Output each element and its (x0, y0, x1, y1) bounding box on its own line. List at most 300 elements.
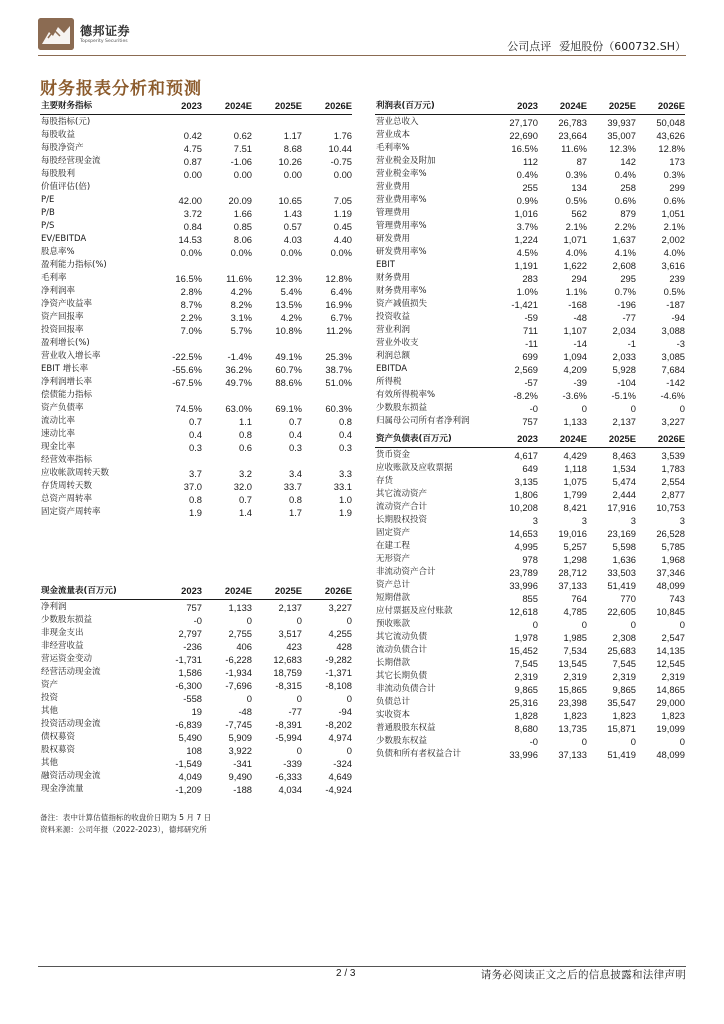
cell-value: 3,922 (228, 745, 252, 756)
cell-value: 8.7% (180, 299, 202, 310)
row-label: 股权募资 (41, 745, 76, 755)
cell-value: 10.44 (328, 143, 352, 154)
cell-value: 1,968 (661, 554, 685, 565)
cell-value (302, 454, 352, 467)
row-label: 每股指标(元) (41, 117, 91, 127)
cell-value: 0 (630, 619, 636, 630)
year-header: 2026E (302, 583, 352, 600)
row-label: 营业成本 (376, 130, 411, 140)
row-label: 投资回报率 (41, 325, 84, 335)
table-row (375, 475, 685, 488)
cell-value: -77 (622, 312, 636, 323)
cell-value: 1,799 (563, 489, 587, 500)
row-label: 每股经营现金流 (41, 156, 101, 166)
table-row (375, 709, 685, 722)
cell-value: 699 (522, 351, 538, 362)
row-label: P/B (41, 208, 55, 218)
cell-value: 3,517 (278, 628, 302, 639)
cell-value: 20.09 (228, 195, 252, 206)
cell-value: 142 (620, 156, 636, 167)
table-header-row (375, 431, 685, 448)
table-row (40, 480, 352, 493)
row-label: P/S (41, 221, 55, 231)
table-title: 现金流量表(百万元) (40, 583, 152, 600)
cell-value (202, 337, 252, 350)
cell-value: 1.17 (283, 130, 302, 141)
cell-value: 0.45 (333, 221, 352, 232)
cell-value: 1.0 (338, 494, 352, 505)
cell-value: -1,731 (175, 654, 202, 665)
table-notes (40, 812, 211, 836)
cell-value: 3,539 (661, 450, 685, 461)
cell-value: 3,085 (661, 351, 685, 362)
cell-value: 7,534 (563, 645, 587, 656)
table-row (375, 246, 685, 259)
cell-value: 0 (581, 736, 587, 747)
cell-value: 0.00 (333, 169, 352, 180)
row-label: 流动比率 (41, 416, 76, 426)
table-row (40, 493, 352, 506)
cell-value: 112 (523, 156, 538, 167)
report-type: 公司点评 (507, 40, 552, 53)
cell-value: 8.68 (283, 143, 302, 154)
cell-value: 9,865 (612, 684, 636, 695)
cell-value: -341 (233, 758, 252, 769)
cell-value: 1,806 (514, 489, 538, 500)
table-row (40, 363, 352, 376)
cell-value: 1,586 (178, 667, 202, 678)
cell-value: 7,684 (661, 364, 685, 375)
cell-value: 711 (523, 325, 538, 336)
cell-value: -168 (568, 299, 587, 310)
cell-value: 7,545 (612, 658, 636, 669)
cell-value: 3,227 (661, 416, 685, 427)
cell-value: 10,208 (509, 502, 538, 513)
table-row (40, 600, 352, 615)
cell-value: 4.1% (614, 247, 636, 258)
row-label: 其它流动负债 (376, 632, 428, 642)
cell-value: 39,937 (607, 117, 636, 128)
cell-value: 0.4% (516, 169, 538, 180)
cell-value: 0 (630, 736, 636, 747)
cell-value: 48,099 (656, 749, 685, 760)
cell-value: -188 (233, 784, 252, 795)
cell-value: -5.1% (611, 390, 636, 401)
table-row (375, 670, 685, 683)
cell-value: 1,636 (612, 554, 636, 565)
cell-value: 3 (679, 515, 685, 526)
cell-value: 0.00 (283, 169, 302, 180)
cell-value: -6,228 (225, 654, 252, 665)
table-row (375, 259, 685, 272)
cell-value (152, 389, 202, 402)
cell-value: 38.7% (325, 364, 352, 375)
cell-value: 10,753 (656, 502, 685, 513)
row-label: 财务费用率% (376, 286, 427, 296)
cell-value: 10.8% (275, 325, 302, 336)
cell-value: 2,569 (514, 364, 538, 375)
cell-value: 0.0% (180, 247, 202, 258)
logo-text-cn: 德邦证券 (80, 24, 131, 38)
year-header: 2023 (489, 98, 538, 115)
cell-value: 27,170 (509, 117, 538, 128)
cell-value: 2,137 (612, 416, 636, 427)
cell-value: 37,346 (656, 567, 685, 578)
header-divider (38, 55, 686, 56)
cell-value: -339 (283, 758, 302, 769)
cell-value: -3 (676, 338, 685, 349)
cell-value: 12.8% (325, 273, 352, 284)
table-row (40, 402, 352, 415)
cell-value: 1.43 (283, 208, 302, 219)
table-row (375, 527, 685, 540)
row-label: 净利润增长率 (41, 377, 93, 387)
table-row (40, 653, 352, 666)
cell-value: 1,978 (514, 632, 538, 643)
row-label: 资产负债率 (41, 403, 84, 413)
cell-value: 0.42 (183, 130, 202, 141)
row-label: 其它流动资产 (376, 489, 428, 499)
balance-sheet-table (375, 431, 685, 761)
cell-value: -48 (573, 312, 587, 323)
table-title: 利润表(百万元) (375, 98, 489, 115)
cell-value: 23,169 (607, 528, 636, 539)
table-row (40, 298, 352, 311)
row-label: 存货周转天数 (41, 481, 93, 491)
cell-value: 3.4 (288, 468, 302, 479)
cell-value: 1,828 (514, 710, 538, 721)
cell-value: 16.9% (325, 299, 352, 310)
cell-value: 23,789 (509, 567, 538, 578)
cell-value: 0 (346, 745, 352, 756)
cell-value: 0.6% (663, 195, 685, 206)
row-label: 其它长期负债 (376, 671, 428, 681)
cell-value: 0.8 (338, 416, 352, 427)
row-label: 非现金支出 (41, 628, 84, 638)
table-row (40, 337, 352, 350)
table-row (375, 448, 685, 463)
cell-value: 2,137 (278, 602, 302, 613)
cell-value: -0 (193, 615, 202, 626)
table-row (375, 142, 685, 155)
cell-value: 3.7% (516, 221, 538, 232)
table-row (40, 614, 352, 627)
table-header-row (40, 583, 352, 600)
row-label: 速动比率 (41, 429, 76, 439)
cell-value: 1,823 (612, 710, 636, 721)
cell-value: 1,118 (564, 463, 587, 474)
row-label: 固定资产 (376, 528, 411, 538)
row-label: EBIT (376, 260, 395, 270)
table-row (375, 514, 685, 527)
year-header: 2024E (202, 98, 252, 115)
row-label: 每股净资产 (41, 143, 84, 153)
cell-value: 1,191 (514, 260, 538, 271)
row-label: 应收账款及应收票据 (376, 463, 453, 473)
cell-value: 50,048 (656, 117, 685, 128)
cell-value: -77 (288, 706, 302, 717)
cell-value: -196 (617, 299, 636, 310)
cell-value: -1,209 (175, 784, 202, 795)
cell-value: 4,974 (328, 732, 352, 743)
cell-value: 0.0% (330, 247, 352, 258)
year-header: 2024E (538, 431, 587, 448)
cell-value: 764 (571, 593, 587, 604)
cell-value: 2,319 (661, 671, 685, 682)
cell-value: 255 (522, 182, 538, 193)
row-label: 非经营收益 (41, 641, 84, 651)
cell-value: 1.76 (333, 130, 352, 141)
cell-value: 22,690 (509, 130, 538, 141)
income-statement-table (375, 98, 685, 428)
cell-value: 3,135 (514, 476, 538, 487)
table-row (40, 311, 352, 324)
cell-value: 562 (571, 208, 587, 219)
cell-value: 12,545 (656, 658, 685, 669)
cell-value: 0.9% (516, 195, 538, 206)
cell-value: 12,618 (509, 606, 538, 617)
table-row (375, 592, 685, 605)
cell-value: 3,616 (661, 260, 685, 271)
cell-value: 1,622 (563, 260, 587, 271)
cell-value: -7,745 (225, 719, 252, 730)
table-row (375, 324, 685, 337)
cell-value: 0.00 (233, 169, 252, 180)
logo-text-en: Topsperity Securities (80, 39, 128, 44)
cell-value: 18,759 (273, 667, 302, 678)
table-row (40, 376, 352, 389)
table-row (375, 696, 685, 709)
cell-value: 0.8 (288, 494, 302, 505)
cell-value (202, 181, 252, 194)
cell-value: 0 (581, 403, 587, 414)
row-label: 营业费用率% (376, 195, 427, 205)
table-row (40, 168, 352, 181)
cell-value: 29,000 (656, 697, 685, 708)
table-row (40, 718, 352, 731)
cell-value: -4,924 (325, 784, 352, 795)
cell-value: 294 (571, 273, 587, 284)
financial-table (40, 583, 352, 796)
cell-value: 0.3 (188, 442, 202, 453)
year-header: 2023 (152, 583, 202, 600)
cell-value: -7,696 (225, 680, 252, 691)
cell-value: 423 (286, 641, 302, 652)
cell-value: 4.75 (183, 143, 202, 154)
cell-value: 6.7% (330, 312, 352, 323)
table-row (375, 540, 685, 553)
table-row (375, 376, 685, 389)
cell-value: 4,049 (178, 771, 202, 782)
table-row (40, 770, 352, 783)
table-row (375, 644, 685, 657)
cell-value: 3.2 (238, 468, 252, 479)
table-row (375, 722, 685, 735)
row-label: 其他 (41, 758, 59, 768)
cell-value: 4,617 (514, 450, 538, 461)
financial-table (40, 98, 352, 519)
cell-value: -67.5% (172, 377, 202, 388)
cell-value: 36.2% (225, 364, 252, 375)
row-label: 价值评估(倍) (41, 182, 91, 192)
row-label: P/E (41, 195, 55, 205)
cell-value: -55.6% (172, 364, 202, 375)
cell-value: 2.1% (565, 221, 587, 232)
table-row (375, 657, 685, 670)
cell-value: 2.2% (614, 221, 636, 232)
cell-value: 0 (296, 745, 302, 756)
cell-value (302, 181, 352, 194)
cell-value: 49.1% (275, 351, 302, 362)
table-row (375, 220, 685, 233)
cell-value: 0.87 (183, 156, 202, 167)
cell-value: 1.9 (188, 507, 202, 518)
cell-value: 4.5% (516, 247, 538, 258)
row-label: 有效所得税率% (376, 390, 436, 400)
cell-value: -5,994 (275, 732, 302, 743)
row-label: 净资产收益率 (41, 299, 93, 309)
cell-value: 11.6% (561, 143, 587, 154)
row-label: 固定资产周转率 (41, 507, 101, 517)
cell-value: 0 (532, 619, 538, 630)
cell-value: -1,549 (175, 758, 202, 769)
cell-value: 428 (336, 641, 352, 652)
cell-value: 0.8 (238, 429, 252, 440)
row-label: 融资活动现金流 (41, 771, 101, 781)
cell-value: 2,755 (228, 628, 252, 639)
cell-value: 1.7 (288, 507, 302, 518)
row-label: 负债总计 (376, 697, 411, 707)
cell-value: 0 (346, 693, 352, 704)
cell-value: 649 (522, 463, 538, 474)
legal-disclaimer: 请务必阅读正文之后的信息披露和法律声明 (480, 969, 686, 981)
year-header: 2024E (538, 98, 587, 115)
cell-value: 13.5% (275, 299, 302, 310)
row-label: 财务费用 (376, 273, 411, 283)
cell-value: -0.75 (330, 156, 352, 167)
table-row (40, 194, 352, 207)
cell-value (252, 389, 302, 402)
row-label: 负债和所有者权益合计 (376, 749, 462, 759)
cell-value: 3.7 (188, 468, 202, 479)
cell-value: -94 (338, 706, 352, 717)
table-row (375, 389, 685, 402)
cell-value: -1,421 (511, 299, 538, 310)
row-label: 研发费用 (376, 234, 411, 244)
table-row (375, 735, 685, 748)
row-label: 股息率% (41, 247, 75, 257)
cell-value: 855 (522, 593, 538, 604)
table-row (40, 705, 352, 718)
cell-value: 0.5% (565, 195, 587, 206)
year-header: 2024E (202, 583, 252, 600)
cell-value: 2.2% (180, 312, 202, 323)
table-row (375, 501, 685, 514)
cell-value: 0.3% (663, 169, 685, 180)
cell-value: 51.0% (325, 377, 352, 388)
table-row (375, 415, 685, 428)
cell-value: 0 (246, 693, 252, 704)
cell-value (152, 337, 202, 350)
table-row (40, 744, 352, 757)
cell-value: 1,985 (563, 632, 587, 643)
cell-value: 26,783 (558, 117, 587, 128)
cell-value: 0 (346, 615, 352, 626)
cell-value: 12,683 (273, 654, 302, 665)
row-label: 流动负债合计 (376, 645, 428, 655)
cell-value: 35,547 (607, 697, 636, 708)
table-row (375, 605, 685, 618)
row-label: 盈利增长(%) (41, 338, 90, 348)
cell-value: 8.2% (230, 299, 252, 310)
cell-value: 12.8% (658, 143, 685, 154)
row-label: 现金比率 (41, 442, 76, 452)
cell-value: 4.2% (280, 312, 302, 323)
row-label: 非流动资产合计 (376, 567, 436, 577)
row-label: 偿债能力指标 (41, 390, 93, 400)
cell-value: 14.53 (178, 234, 202, 245)
source-note: 资料来源：公司年报（2022-2023），德邦研究所 (40, 825, 207, 834)
cell-value: 1.19 (333, 208, 352, 219)
table-row (40, 389, 352, 402)
cell-value: 5,909 (228, 732, 252, 743)
cell-value: 3.72 (183, 208, 202, 219)
cell-value: 0.7 (288, 416, 302, 427)
row-label: 货币资金 (376, 450, 411, 460)
cell-value: 0 (679, 403, 685, 414)
cell-value: -104 (617, 377, 636, 388)
cell-value: 19,099 (656, 723, 685, 734)
cell-value: 0.4% (614, 169, 636, 180)
cell-value: 12.3% (275, 273, 302, 284)
cell-value: 1.66 (233, 208, 252, 219)
cell-value: -4.6% (660, 390, 685, 401)
cell-value: 0 (581, 619, 587, 630)
cell-value: 12.3% (609, 143, 636, 154)
cell-value: 1,133 (563, 416, 587, 427)
cell-value: 74.5% (175, 403, 202, 414)
cell-value: 51,419 (607, 749, 636, 760)
cell-value: 1,823 (661, 710, 685, 721)
cell-value (302, 115, 352, 130)
cell-value: -1 (627, 338, 636, 349)
row-label: 其他 (41, 706, 59, 716)
cell-value: 1,823 (563, 710, 587, 721)
row-label: 长期借款 (376, 658, 411, 668)
cell-value: 11.2% (326, 325, 352, 336)
cell-value: 2,033 (612, 351, 636, 362)
cell-value: 1,071 (563, 234, 587, 245)
cell-value: 2,608 (612, 260, 636, 271)
cell-value: 3.1% (230, 312, 252, 323)
cell-value: 2,319 (612, 671, 636, 682)
cell-value (202, 389, 252, 402)
row-label: 资产 (41, 680, 59, 690)
cell-value (252, 259, 302, 272)
row-label: 流动资产合计 (376, 502, 428, 512)
table-header-row (375, 98, 685, 115)
table-row (375, 618, 685, 631)
main-indicators-table (40, 98, 352, 519)
cell-value: 173 (669, 156, 685, 167)
row-label: 管理费用 (376, 208, 411, 218)
cell-value: -8,202 (325, 719, 352, 730)
row-label: 少数股东损益 (376, 403, 428, 413)
cell-value: -1.4% (227, 351, 252, 362)
cell-value: 33,503 (607, 567, 636, 578)
cell-value: 295 (620, 273, 636, 284)
cell-value: -324 (333, 758, 352, 769)
